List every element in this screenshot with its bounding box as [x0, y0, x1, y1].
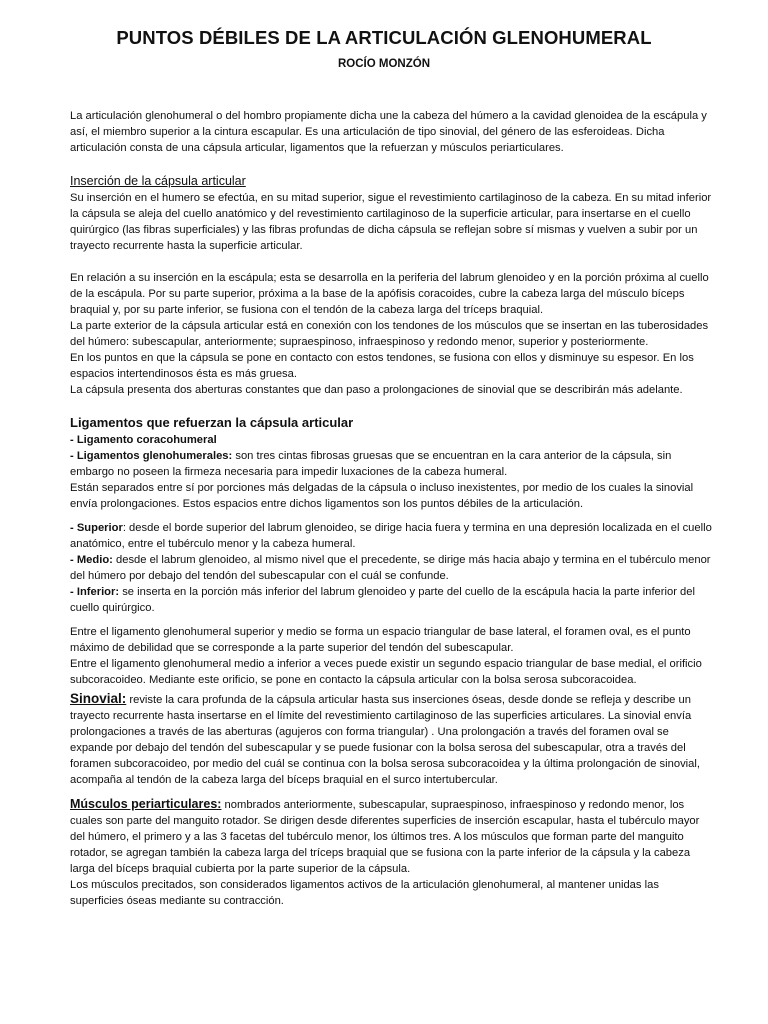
- capsula-paragraph-3: La parte exterior de la cápsula articular está en conexión con los tendones de los músculos que se insertan en las tuberosidades del húmero: subescapular, anteriormente; supraespinoso, infraespinoso y redondo menor, superior y posteriormente.: [70, 320, 709, 348]
- document-body: [70, 108, 712, 909]
- coracohumeral-label: - Ligamento coracohumeral: [70, 434, 217, 446]
- musculos-paragraph: [70, 796, 712, 877]
- sinovial-paragraph: [70, 691, 712, 788]
- glenohumerales-label: - Ligamentos glenohumerales:: [70, 450, 233, 462]
- capsula-paragraph-1: Su inserción en el humero se efectúa, en su mitad superior, sigue el revestimiento cartilaginoso de la cabeza. En su mitad inferior la cápsula se aleja del cuello anatómico y del revestimiento cartilaginoso de la superficie articular, para insertarse en el cuello quirúrgico (las fibras superficiales) y las fibras profundas de dicha cápsula se reflejan sobre sí mismas y vuelven a subir por un trayecto recurrente hasta la superficie articular.: [70, 192, 712, 252]
- list-item-glenohumerales: [70, 448, 712, 480]
- superior-text: : desde el borde superior del labrum glenoideo, se dirige hacia fuera y termina en una depresión localizada en el cuello anatómico, entre el tubérculo menor y la cabeza humeral.: [70, 522, 712, 550]
- list-item-coracohumeral: [70, 432, 712, 448]
- superior-label: - Superior: [70, 522, 123, 534]
- list-item-superior: [70, 520, 712, 552]
- musculos-text: nombrados anteriormente, subescapular, supraespinoso, infraespinoso y redondo menor, los cuales son parte del manguito rotador. Se dirigen desde diferentes superficies de inserción escapular, hasta el tubérculo mayor del húmero, el primero y a las 3 facetas del tubérculo menor, los últimos tres. A los músculos que forman parte del manguito rotador, se agregan también la cabeza larga del tríceps braquial que se fusiona con la parte inferior de la cápsula y la cabeza larga del bíceps braquial cubierta por la parte superior de la cápsula.: [70, 799, 700, 875]
- document-title: PUNTOS DÉBILES DE LA ARTICULACIÓN GLENOHUMERAL: [116, 27, 652, 48]
- heading-ligamentos: Ligamentos que refuerzan la cápsula articular: [70, 415, 354, 430]
- list-item-medio: [70, 552, 712, 584]
- sinovial-heading: Sinovial:: [70, 691, 127, 706]
- capsula-paragraph-2: En relación a su inserción en la escápula; esta se desarrolla en la periferia del labrum glenoideo y en la porción próxima al cuello de la escápula. Por su parte superior, próxima a la base de la apófisis coracoides, cubre la cabeza larga del músculo bíceps braquial y, por su parte inferior, se fusiona con el tendón de la cabeza larga del tríceps braquial.: [70, 272, 709, 316]
- ligamentos-separados-paragraph: Están separados entre sí por porciones más delgadas de la cápsula o incluso inexistentes, por medio de los cuales la sinovial envía prolongaciones. Estos espacios entre dichos ligamentos son los puntos débiles de la articulación.: [70, 482, 694, 510]
- intro-paragraph: La articulación glenohumeral o del hombro propiamente dicha une la cabeza del húmero a la cavidad glenoidea de la escápula y así, el miembro superior a la cintura escapular. Es una articulación de tipo sinovial, del género de las esferoideas. Dicha articulación consta de una cápsula articular, ligamentos que la refuerzan y músculos periarticulares.: [70, 110, 707, 154]
- author-name: ROCÍO MONZÓN: [338, 58, 430, 70]
- foramen-oval-paragraph: Entre el ligamento glenohumeral superior y medio se forma un espacio triangular de base lateral, el foramen oval, es el punto máximo de debilidad que se corresponde a la parte superior del tendón del subescapular.: [70, 626, 691, 654]
- list-item-inferior: [70, 584, 712, 616]
- capsula-paragraph-4: En los puntos en que la cápsula se pone en contacto con estos tendones, se fusiona con ellos y disminuye su espesor. En los espacios intertendinosos ésta es más gruesa.: [70, 352, 694, 380]
- inferior-label: - Inferior:: [70, 586, 120, 598]
- capsula-paragraph-5: La cápsula presenta dos aberturas constantes que dan paso a prolongaciones de sinovial que se describirán más adelante.: [70, 384, 683, 396]
- medio-label: - Medio:: [70, 554, 113, 566]
- orificio-subcoracoideo-paragraph: Entre el ligamento glenohumeral medio a inferior a veces puede existir un segundo espacio triangular de base medial, el orificio subcoracoideo. Mediante este orificio, se pone en contacto la cápsula articular con la bolsa serosa subcoracoidea.: [70, 658, 702, 686]
- glenohumerales-text: son tres cintas fibrosas gruesas que se encuentran en la cara anterior de la cápsula, sin embargo no poseen la firmeza necesaria para impedir luxaciones de la cabeza humeral.: [70, 450, 672, 478]
- medio-text: desde el labrum glenoideo, al mismo nivel que el precedente, se dirige más hacia abajo y termina en el tubérculo menor del húmero por debajo del tendón del subescapular con el cuál se confunde.: [70, 554, 711, 582]
- heading-insercion-capsula: Inserción de la cápsula articular: [70, 174, 246, 188]
- inferior-text: se inserta en la porción más inferior del labrum glenoideo y parte del cuello de la escápula hacia la parte inferior del cuello quirúrgico.: [70, 586, 695, 614]
- sinovial-text: reviste la cara profunda de la cápsula articular hasta sus inserciones óseas, desde donde se refleja y describe un trayecto recurrente hasta insertarse en el límite del revestimiento cartilaginoso de las superficies articulares. La sinovial envía prolongaciones a través de las aberturas (agujeros con forma triangular) . Una prolongación a través del foramen oval se expande por debajo del tendón del subescapular y se puede fusionar con la bolsa serosa del subescapular, otra a través del foramen subcoracoideo, por medio del cuál se continua con la bolsa serosa subcoracoidea y la última prolongación de sinovial, acompaña al tendón de la cabeza larga del bíceps braquial en el surco intertubercular.: [70, 694, 700, 786]
- musculos-paragraph-2: Los músculos precitados, son considerados ligamentos activos de la articulación glenohumeral, al mantener unidas las superficies óseas mediante su contracción.: [70, 879, 659, 907]
- musculos-heading: Músculos periarticulares:: [70, 797, 222, 811]
